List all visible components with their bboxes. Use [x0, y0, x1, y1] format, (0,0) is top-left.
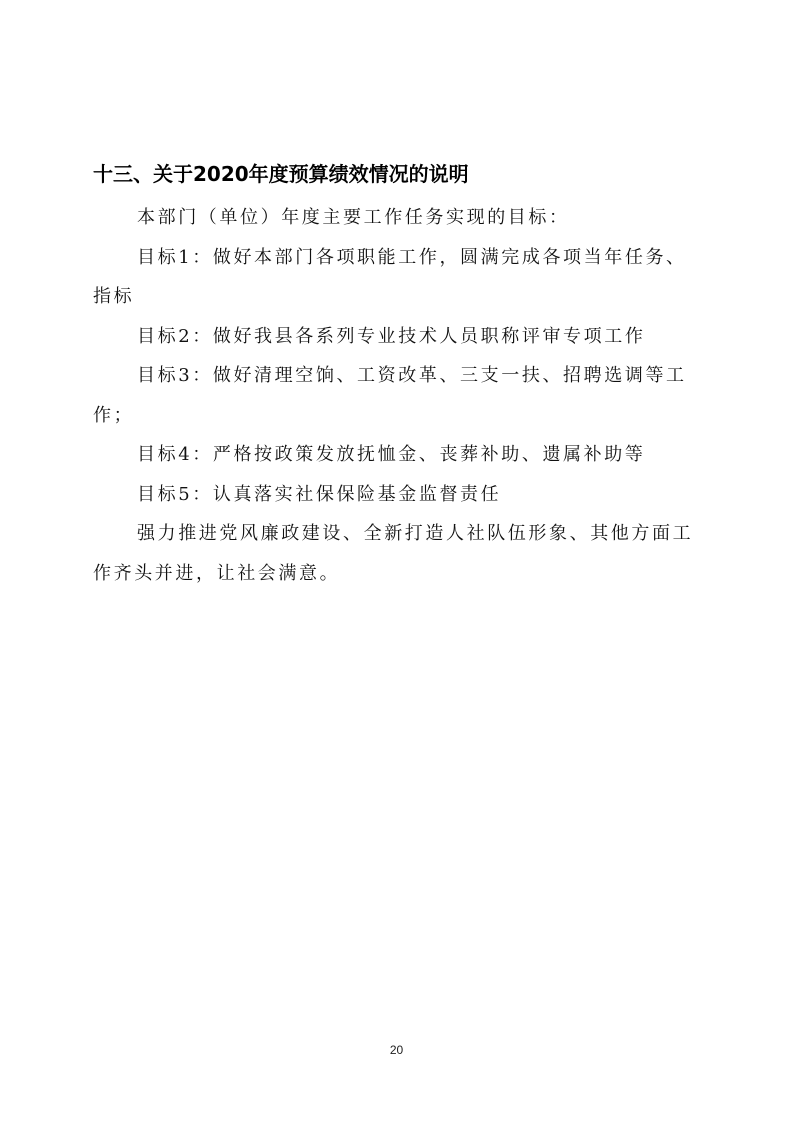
page-number: 20	[389, 1043, 404, 1057]
paragraph-goal-5: 目标5：认真落实社保保险基金监督责任	[137, 483, 502, 505]
paragraph-intro: 本部门（单位）年度主要工作任务实现的目标：	[137, 207, 570, 228]
paragraph-goal-4: 目标4：严格按政策发放抚恤金、丧葬补助、遗属补助等	[137, 444, 646, 465]
paragraph-goal-2: 目标2：做好我县各系列专业技术人员职称评审专项工作	[137, 325, 646, 347]
body-text	[93, 198, 703, 593]
paragraph-goal-3: 目标3：做好清理空饷、工资改革、三支一扶、招聘选调等工作；	[93, 365, 687, 426]
paragraph-goal-1: 目标1：做好本部门各项职能工作，圆满完成各项当年任务、指标	[93, 246, 687, 307]
section-heading: 十三、关于2020年度预算绩效情况的说明	[93, 162, 469, 186]
paragraph-conclusion: 强力推进党风廉政建设、全新打造人社队伍形象、其他方面工作齐头并进，让社会满意。	[93, 523, 694, 584]
